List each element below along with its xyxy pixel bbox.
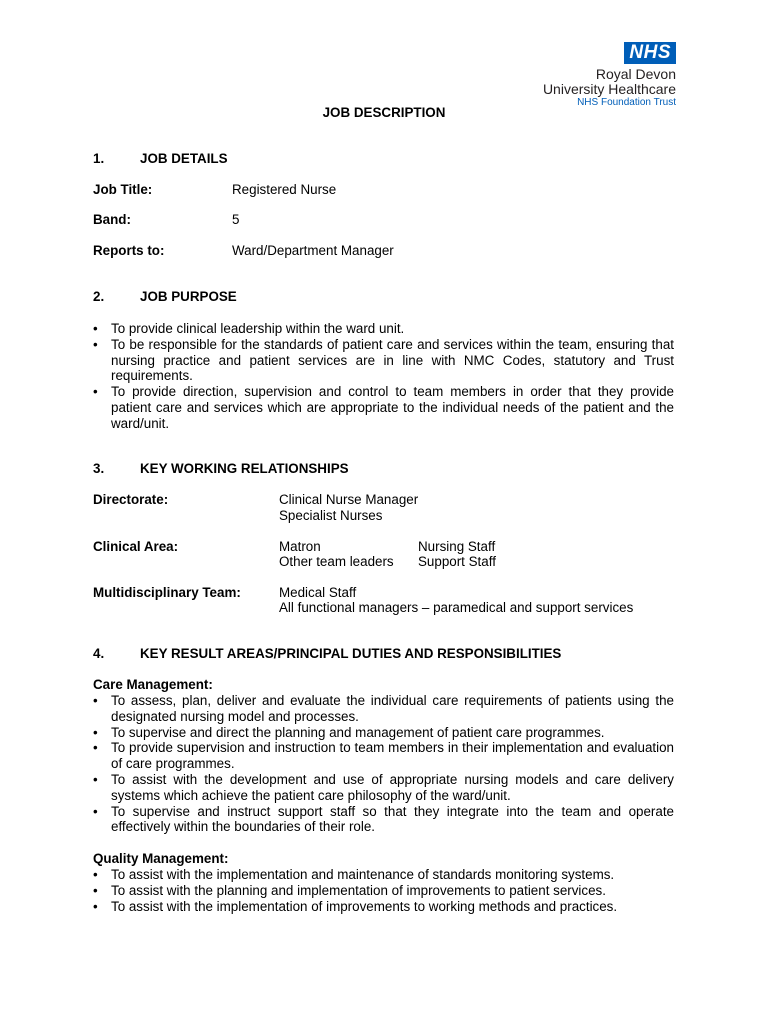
list-item: • To provide clinical leadership within the ward unit. [93,321,674,337]
clinical-area-value: Support Staff [418,554,496,569]
clinical-area-value: Matron [279,539,321,554]
care-management-list [93,693,674,835]
section-1-number: 1. [93,151,105,166]
list-item: • To assess, plan, deliver and evaluate the individual care requirements of patients using the designated nursing model and processes. [93,693,674,725]
mdt-value: Medical Staff [279,585,357,600]
mdt-value: All functional managers – paramedical and support services [279,600,634,615]
nhs-logo [543,42,676,109]
directorate-value: Specialist Nurses [279,508,383,523]
section-4-number: 4. [93,646,105,661]
job-title-label: Job Title: [93,182,153,197]
trust-name: NHS Foundation Trust [577,97,676,108]
list-item: • To provide supervision and instruction to team members in their implementation and evaluation of care programmes. [93,740,674,772]
section-3-number: 3. [93,461,105,476]
clinical-area-value: Nursing Staff [418,539,496,554]
clinical-area-value: Other team leaders [279,554,394,569]
directorate-label: Directorate: [93,492,169,507]
org-name-line2: University Healthcare [542,81,676,97]
job-title-value: Registered Nurse [232,182,337,197]
quality-management-list [93,867,674,914]
section-4-heading: KEY RESULT AREAS/PRINCIPAL DUTIES AND RESPONSIBILITIES [140,646,562,661]
reports-to-value: Ward/Department Manager [232,243,394,258]
quality-management-heading: Quality Management: [93,851,229,866]
doc-title: JOB DESCRIPTION [322,105,446,120]
mdt-label: Multidisciplinary Team: [93,585,241,600]
list-item: • To supervise and instruct support staff so that they integrate into the team and operate effectively within the boundaries of their role. [93,804,674,836]
list-item: • To supervise and direct the planning and management of patient care programmes. [93,725,674,741]
list-item: • To be responsible for the standards of patient care and services within the team, ensuring that nursing practice and patient services are in line with NMC Codes, statutory and Trust requirements. [93,337,674,384]
section-3-heading: KEY WORKING RELATIONSHIPS [140,461,349,476]
list-item: • To assist with the implementation of improvements to working methods and practices. [93,899,674,915]
list-item: • To assist with the development and use of appropriate nursing models and care delivery systems which achieve the patient care philosophy of the ward/unit. [93,772,674,804]
section-2-number: 2. [93,289,105,304]
clinical-area-label: Clinical Area: [93,539,179,554]
org-name-line1: Royal Devon [595,66,676,82]
list-item: • To assist with the implementation and maintenance of standards monitoring systems. [93,867,674,883]
reports-to-label: Reports to: [93,243,165,258]
job-purpose-list [93,321,674,432]
directorate-value: Clinical Nurse Manager [279,492,419,507]
band-value: 5 [232,212,240,227]
band-label: Band: [93,212,131,227]
section-2-heading: JOB PURPOSE [140,289,237,304]
nhs-badge: NHS [624,42,676,64]
list-item: • To provide direction, supervision and control to team members in order that they provide patient care and services which are appropriate to the individual needs of the patient and the ward/unit. [93,384,674,431]
care-management-heading: Care Management: [93,677,213,692]
section-1-heading: JOB DETAILS [140,151,228,166]
list-item: • To assist with the planning and implementation of improvements to patient services. [93,883,674,899]
